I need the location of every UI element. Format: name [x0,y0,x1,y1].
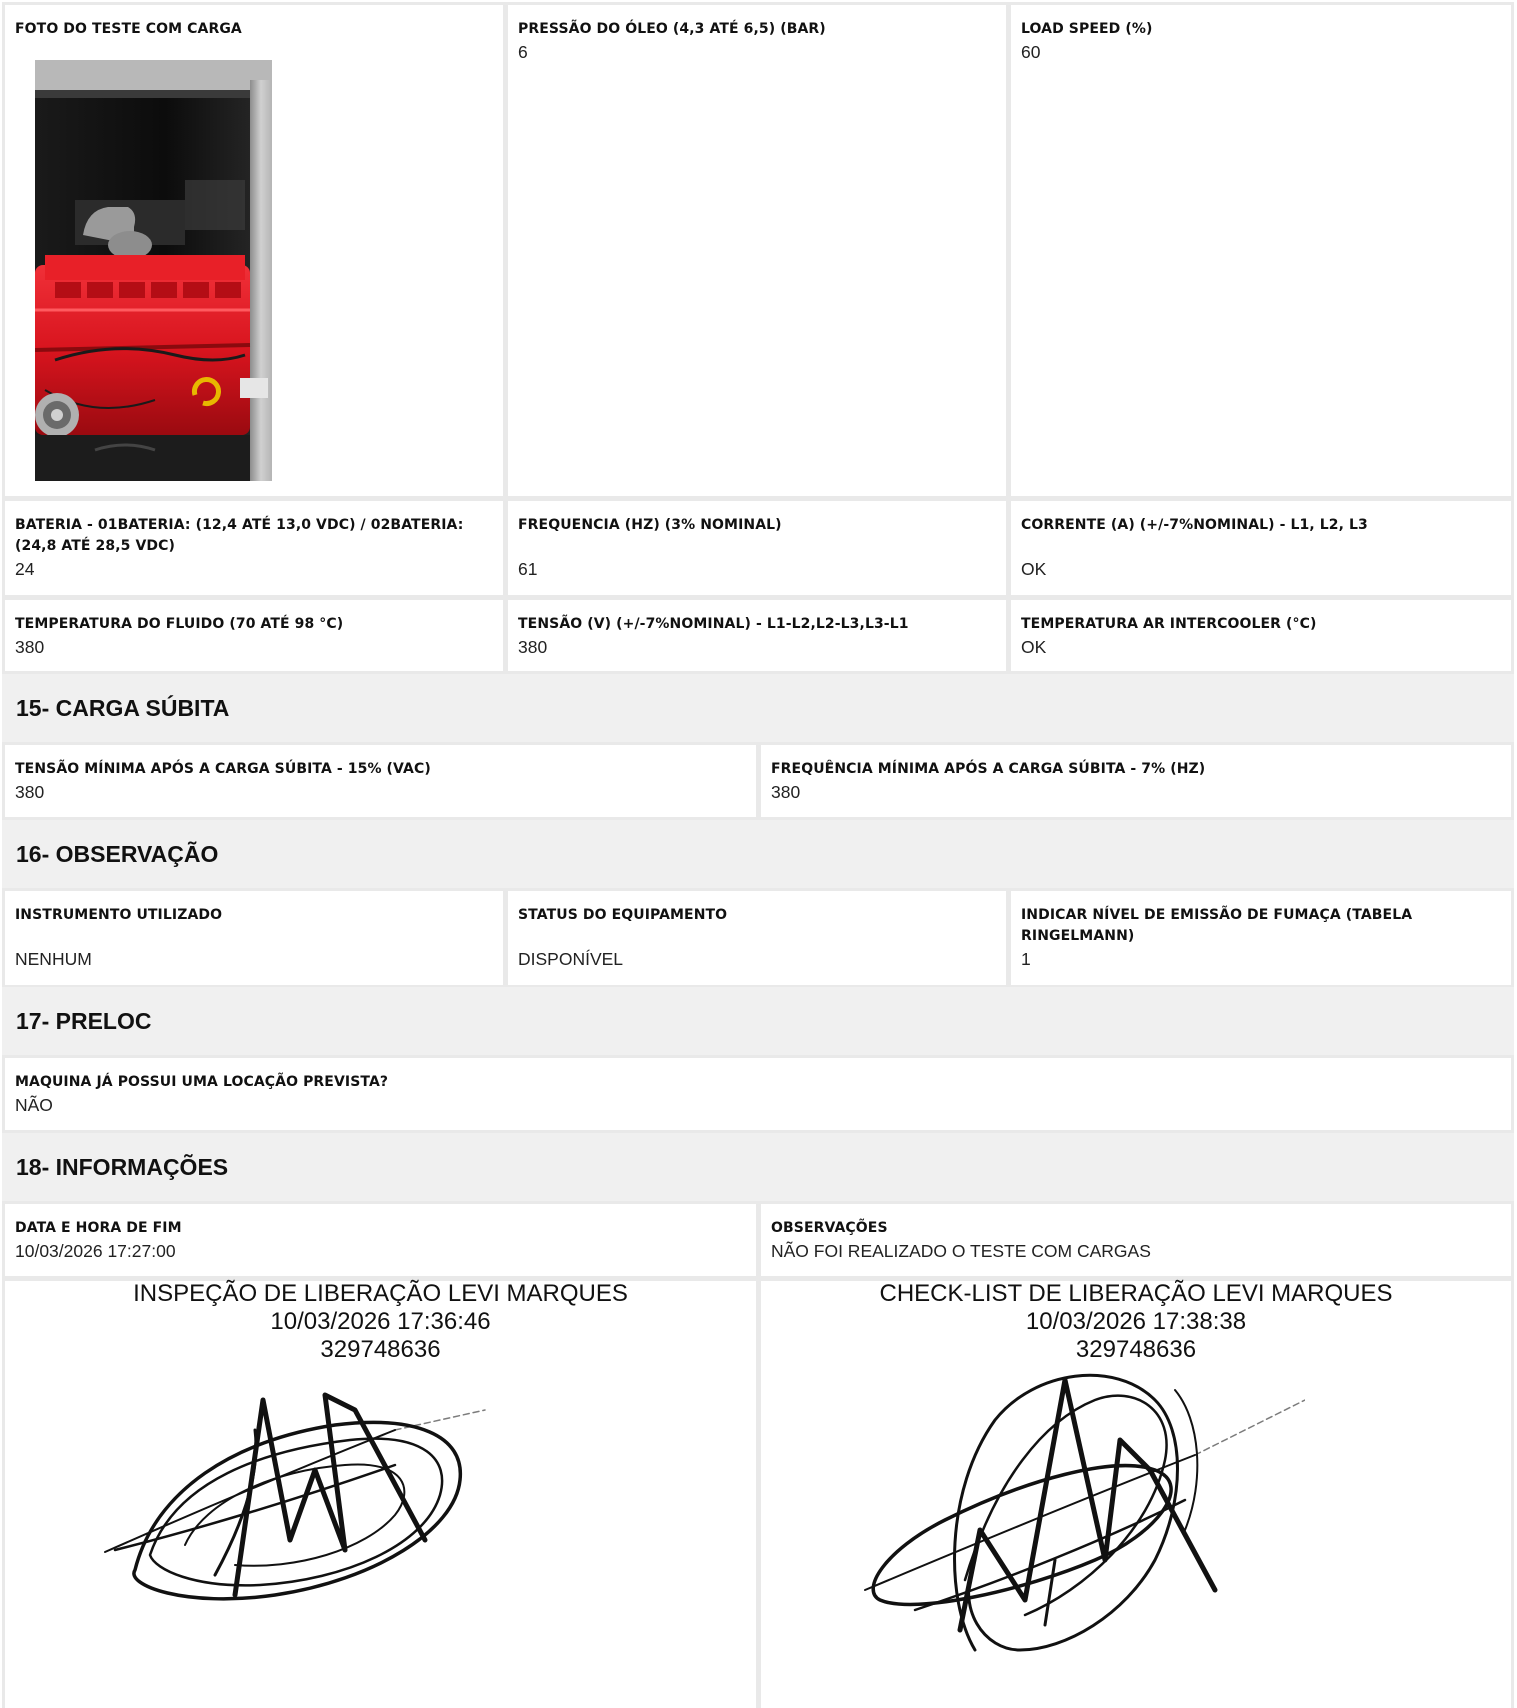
section-15-title: 15- CARGA SÚBITA [16,694,230,721]
observations-cell [758,1201,1514,1279]
load-speed-value: 60 [1021,42,1041,62]
voltage-label: TENSÃO (V) (+/-7%NOMINAL) - L1-L2,L2-L3,L3-L1 [518,616,909,632]
signature-title: CHECK-LIST DE LIBERAÇÃO LEVI MARQUES [879,1280,1393,1307]
battery-cell [2,498,506,598]
section-17-title: 17- PRELOC [16,1007,152,1034]
frequency-cell [505,498,1009,598]
min-frequency-value: 380 [771,782,801,802]
smoke-level-cell [1008,888,1514,988]
oil-pressure-cell [505,2,1009,499]
fluid-temp-value: 380 [15,637,45,657]
intercooler-temp-cell [1008,597,1514,674]
load-speed-label: LOAD SPEED (%) [1021,21,1153,37]
oil-pressure-value: 6 [518,42,528,62]
photo-label: FOTO DO TESTE COM CARGA [15,21,242,37]
load-speed-cell [1008,2,1514,499]
section-16-title: 16- OBSERVAÇÃO [16,840,219,867]
min-frequency-cell [758,742,1514,820]
signature-datetime: 10/03/2026 17:38:38 [1025,1308,1247,1335]
min-frequency-label: FREQUÊNCIA MÍNIMA APÓS A CARGA SÚBITA - 7% (HZ) [771,761,1206,777]
frequency-label: FREQUENCIA (HZ) (3% NOMINAL) [518,517,782,533]
observations-value: NÃO FOI REALIZADO O TESTE COM CARGAS [771,1241,1151,1261]
smoke-level-label: INDICAR NÍVEL DE EMISSÃO DE FUMAÇA (TABELA RINGELMANN) [1021,907,1413,944]
current-label: CORRENTE (A) (+/-7%NOMINAL) - L1, L2, L3 [1021,517,1368,533]
signature-id: 329748636 [1075,1336,1197,1363]
rental-cell [2,1055,1514,1133]
signature-checklist-image [855,1360,1305,1660]
min-voltage-value: 380 [15,782,45,802]
section-18-title: 18- INFORMAÇÕES [16,1153,229,1180]
battery-label: BATERIA - 01BATERIA: (12,4 ATÉ 13,0 VDC) / 02BATERIA: (24,8 ATÉ 28,5 VDC) [15,517,464,554]
current-value: OK [1021,559,1047,579]
voltage-value: 380 [518,637,548,657]
instrument-label: INSTRUMENTO UTILIZADO [15,907,223,923]
section-15-header [2,674,1514,742]
min-voltage-cell [2,742,759,820]
section-18-header [2,1133,1514,1201]
end-datetime-cell [2,1201,759,1279]
signature-inspection-image [95,1370,525,1610]
instrument-value: NENHUM [15,949,92,969]
rental-label: MAQUINA JÁ POSSUI UMA LOCAÇÃO PREVISTA? [15,1074,389,1090]
signature-caption-inspection [2,1280,759,1364]
rental-value: NÃO [15,1095,53,1115]
fluid-temp-cell [2,597,506,674]
min-voltage-label: TENSÃO MÍNIMA APÓS A CARGA SÚBITA - 15% (VAC) [15,761,431,777]
intercooler-temp-label: TEMPERATURA AR INTERCOOLER (°C) [1021,616,1317,632]
observations-label: OBSERVAÇÕES [771,1220,888,1236]
signature-title: INSPEÇÃO DE LIBERAÇÃO LEVI MARQUES [133,1280,628,1307]
photo-cell [2,2,506,499]
fluid-temp-label: TEMPERATURA DO FLUIDO (70 ATÉ 98 °C) [15,616,344,632]
smoke-level-value: 1 [1021,949,1031,969]
battery-value: 24 [15,559,35,579]
engine-photo[interactable] [35,60,272,481]
frequency-value: 61 [518,559,538,579]
intercooler-temp-value: OK [1021,637,1047,657]
section-17-header [2,987,1514,1055]
voltage-cell [505,597,1009,674]
end-datetime-label: DATA E HORA DE FIM [15,1220,182,1236]
current-cell [1008,498,1514,598]
equipment-status-cell [505,888,1009,988]
equipment-status-label: STATUS DO EQUIPAMENTO [518,907,728,923]
signature-caption-checklist [758,1280,1514,1364]
signature-datetime: 10/03/2026 17:36:46 [270,1308,491,1335]
equipment-status-value: DISPONÍVEL [518,949,624,969]
section-16-header [2,820,1514,888]
signature-id: 329748636 [320,1336,441,1363]
end-datetime-value: 10/03/2026 17:27:00 [15,1241,176,1261]
oil-pressure-label: PRESSÃO DO ÓLEO (4,3 ATÉ 6,5) (BAR) [518,21,826,37]
instrument-cell [2,888,506,988]
